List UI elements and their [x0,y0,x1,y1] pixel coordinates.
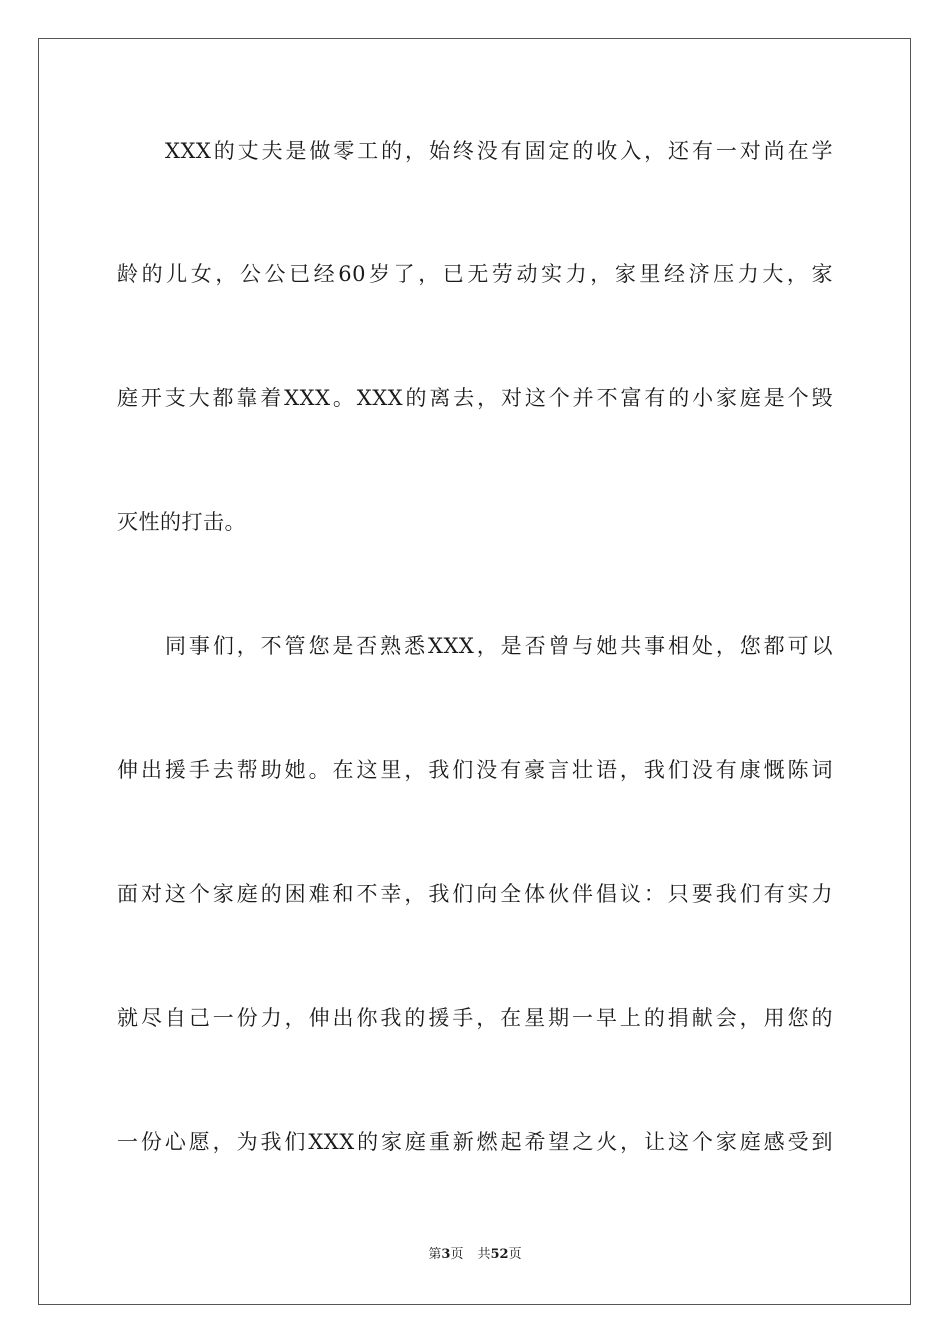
paragraph-line: 龄的儿女，公公已经60岁了，已无劳动实力，家里经济压力大，家 [117,262,833,286]
total-suffix: 页 [508,1247,522,1262]
total-prefix: 共 [477,1247,491,1262]
page-border [38,38,911,1305]
page-footer [0,1246,950,1264]
paragraph-line: 伸出援手去帮助她。在这里，我们没有豪言壮语，我们没有康慨陈词 [117,758,833,782]
paragraph-line: XXX的丈夫是做零工的，始终没有固定的收入，还有一对尚在学 [165,139,833,163]
paragraph-line: 面对这个家庭的困难和不幸，我们向全体伙伴倡议：只要我们有实力 [117,882,833,906]
paragraph-line: 庭开支大都靠着XXX。XXX的离去，对这个并不富有的小家庭是个毁 [117,386,833,410]
paragraph-line: 灭性的打击。 [117,510,246,534]
page-prefix: 第 [428,1247,442,1262]
paragraph-line: 同事们，不管您是否熟悉XXX，是否曾与她共事相处，您都可以 [165,634,833,658]
page-current: 3 [441,1247,451,1262]
paragraph-line: 就尽自己一份力，伸出你我的援手，在星期一早上的捐献会，用您的 [117,1006,833,1030]
page-suffix: 页 [450,1247,464,1262]
paragraph-line: 一份心愿，为我们XXX的家庭重新燃起希望之火，让这个家庭感受到 [117,1130,833,1154]
page-total: 52 [490,1247,509,1262]
